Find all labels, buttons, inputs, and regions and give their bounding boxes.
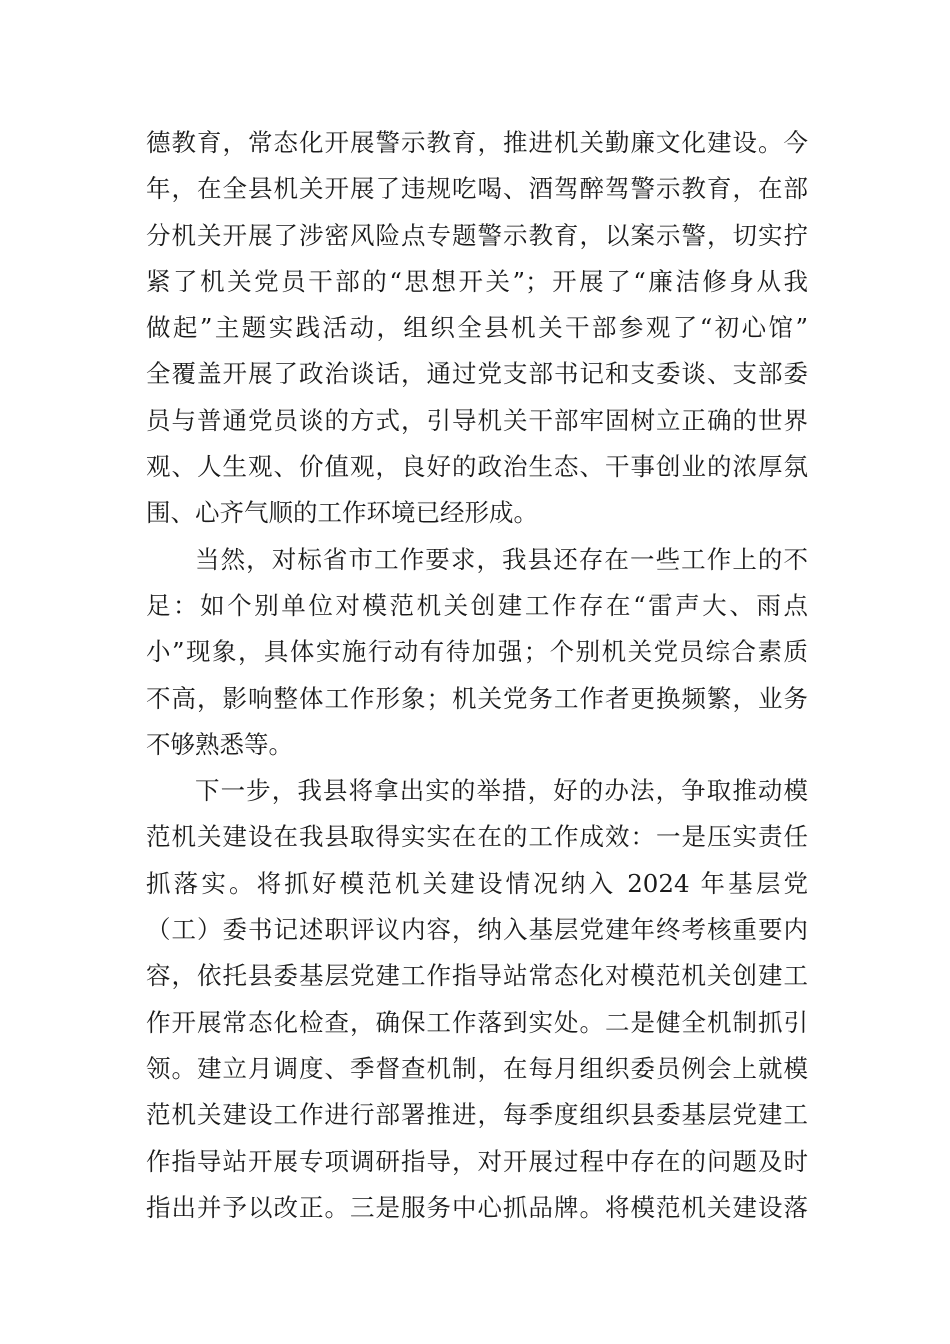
text-line: 全覆盖开展了政治谈话，通过党支部书记和支委谈、支部委 xyxy=(146,359,808,389)
text-line: 不高，影响整体工作形象；机关党务工作者更换频繁，业务 xyxy=(146,683,808,713)
text-line: 作指导站开展专项调研指导，对开展过程中存在的问题及时 xyxy=(146,1146,808,1176)
text-line: 范机关建设在我县取得实实在在的工作成效：一是压实责任 xyxy=(146,822,808,852)
text-line: 范机关建设工作进行部署推进，每季度组织县委基层党建工 xyxy=(146,1100,808,1130)
text-line: 当然，对标省市工作要求，我县还存在一些工作上的不 xyxy=(195,544,808,574)
text-line: 容，依托县委基层党建工作指导站常态化对模范机关创建工 xyxy=(146,961,808,991)
text-line: 做起”主题实践活动，组织全县机关干部参观了“初心馆” xyxy=(146,313,808,343)
text-line: 年，在全县机关开展了违规吃喝、酒驾醉驾警示教育，在部 xyxy=(146,174,808,204)
text-line: 分机关开展了涉密风险点专题警示教育，以案示警，切实拧 xyxy=(146,220,808,250)
paragraph-1 xyxy=(146,120,808,537)
text-line: 观、人生观、价值观，良好的政治生态、干事创业的浓厚氛 xyxy=(146,452,808,482)
text-line: 领。建立月调度、季督查机制，在每月组织委员例会上就模 xyxy=(146,1053,808,1083)
text-line: 德教育，常态化开展警示教育，推进机关勤廉文化建设。今 xyxy=(146,128,808,157)
text-line: 抓落实。将抓好模范机关建设情况纳入 2024 年基层党 xyxy=(146,868,808,898)
text-line: 小”现象，具体实施行动有待加强；个别机关党员综合素质 xyxy=(146,637,808,667)
text-line: 下一步，我县将拿出实的举措，好的办法，争取推动模 xyxy=(195,776,808,806)
text-line: 作开展常态化检查，确保工作落到实处。二是健全机制抓引 xyxy=(146,1007,808,1037)
text-line: 足：如个别单位对模范机关创建工作存在“雷声大、雨点 xyxy=(146,590,808,620)
text-line: 紧了机关党员干部的“思想开关”；开展了“廉洁修身从我 xyxy=(146,266,808,296)
document-body xyxy=(146,120,808,1231)
text-line: 指出并予以改正。三是服务中心抓品牌。将模范机关建设落 xyxy=(146,1192,808,1222)
paragraph-3 xyxy=(146,768,808,1231)
text-line: 员与普通党员谈的方式，引导机关干部牢固树立正确的世界 xyxy=(146,405,808,435)
text-line: （工）委书记述职评议内容，纳入基层党建年终考核重要内 xyxy=(146,915,808,945)
text-line: 围、心齐气顺的工作环境已经形成。 xyxy=(146,498,538,528)
text-line: 不够熟悉等。 xyxy=(146,729,293,759)
paragraph-2 xyxy=(146,537,808,768)
